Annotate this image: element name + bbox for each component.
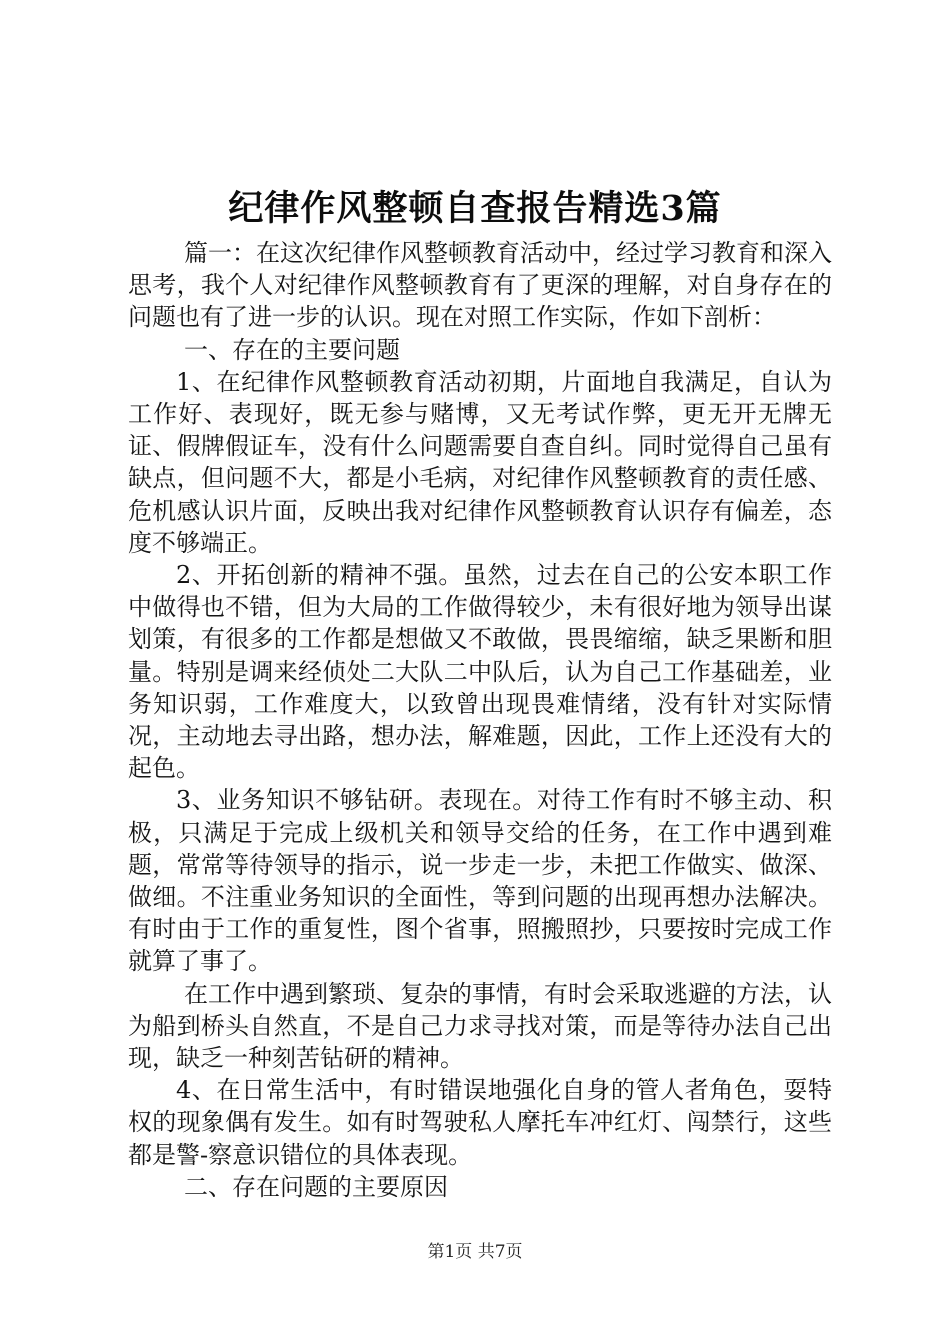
paragraph-item-2: 2、开拓创新的精神不强。虽然，过去在自己的公安本职工作中做得也不错，但为大局的工作做得较少，未有很好地为领导出谋划策，有很多的工作都是想做又不敢做，畏畏缩缩，缺乏果断和胆量。特别是调来经侦处二大队二中队后，认为自己工作基础差，业务知识弱，工作难度大，以致曾出现畏难情绪，没有针对实际情况，主动地去寻出路，想办法，解难题，因此，工作上还没有大的起色。 [128, 561, 832, 783]
page-footer: 第1页 共7页 [427, 1242, 523, 1262]
paragraph-intro: 篇一：在这次纪律作风整顿教育活动中，经过学习教育和深入思考，我个人对纪律作风整顿教育有了更深的理解，对自身存在的问题也有了进一步的认识。现在对照工作实际，作如下剖析： [128, 239, 832, 332]
document-title: 纪律作风整顿自查报告精选3篇 [228, 188, 722, 229]
section-heading-causes: 二、存在问题的主要原因 [184, 1172, 448, 1201]
paragraph-item-3-continued: 在工作中遇到繁琐、复杂的事情，有时会采取逃避的方法，认为船到桥头自然直，不是自己力求寻找对策，而是等待办法自己出现，缺乏一种刻苦钻研的精神。 [128, 979, 832, 1073]
paragraph-item-3: 3、业务知识不够钻研。表现在。对待工作有时不够主动、积极，只满足于完成上级机关和领导交给的任务，在工作中遇到难题，常常等待领导的指示，说一步走一步，未把工作做实、做深、做细。不注重业务知识的全面性，等到问题的出现再想办法解决。有时由于工作的重复性，图个省事，照搬照抄，只要按时完成工作就算了事了。 [128, 786, 832, 976]
paragraph-item-4: 4、在日常生活中，有时错误地强化自身的管人者角色，耍特权的现象偶有发生。如有时驾驶私人摩托车冲红灯、闯禁行，这些都是警-察意识错位的具体表现。 [128, 1076, 832, 1169]
paragraph-item-1: 1、在纪律作风整顿教育活动初期，片面地自我满足，自认为工作好、表现好，既无参与赌博，又无考试作弊，更无开无牌无证、假牌假证车，没有什么问题需要自查自纠。同时觉得自己虽有缺点，但问题不大，都是小毛病，对纪律作风整顿教育的责任感、危机感认识片面，反映出我对纪律作风整顿教育认识存有偏差，态度不够端正。 [128, 367, 832, 557]
document-body [128, 237, 832, 1203]
section-heading-problems: 一、存在的主要问题 [184, 335, 400, 364]
